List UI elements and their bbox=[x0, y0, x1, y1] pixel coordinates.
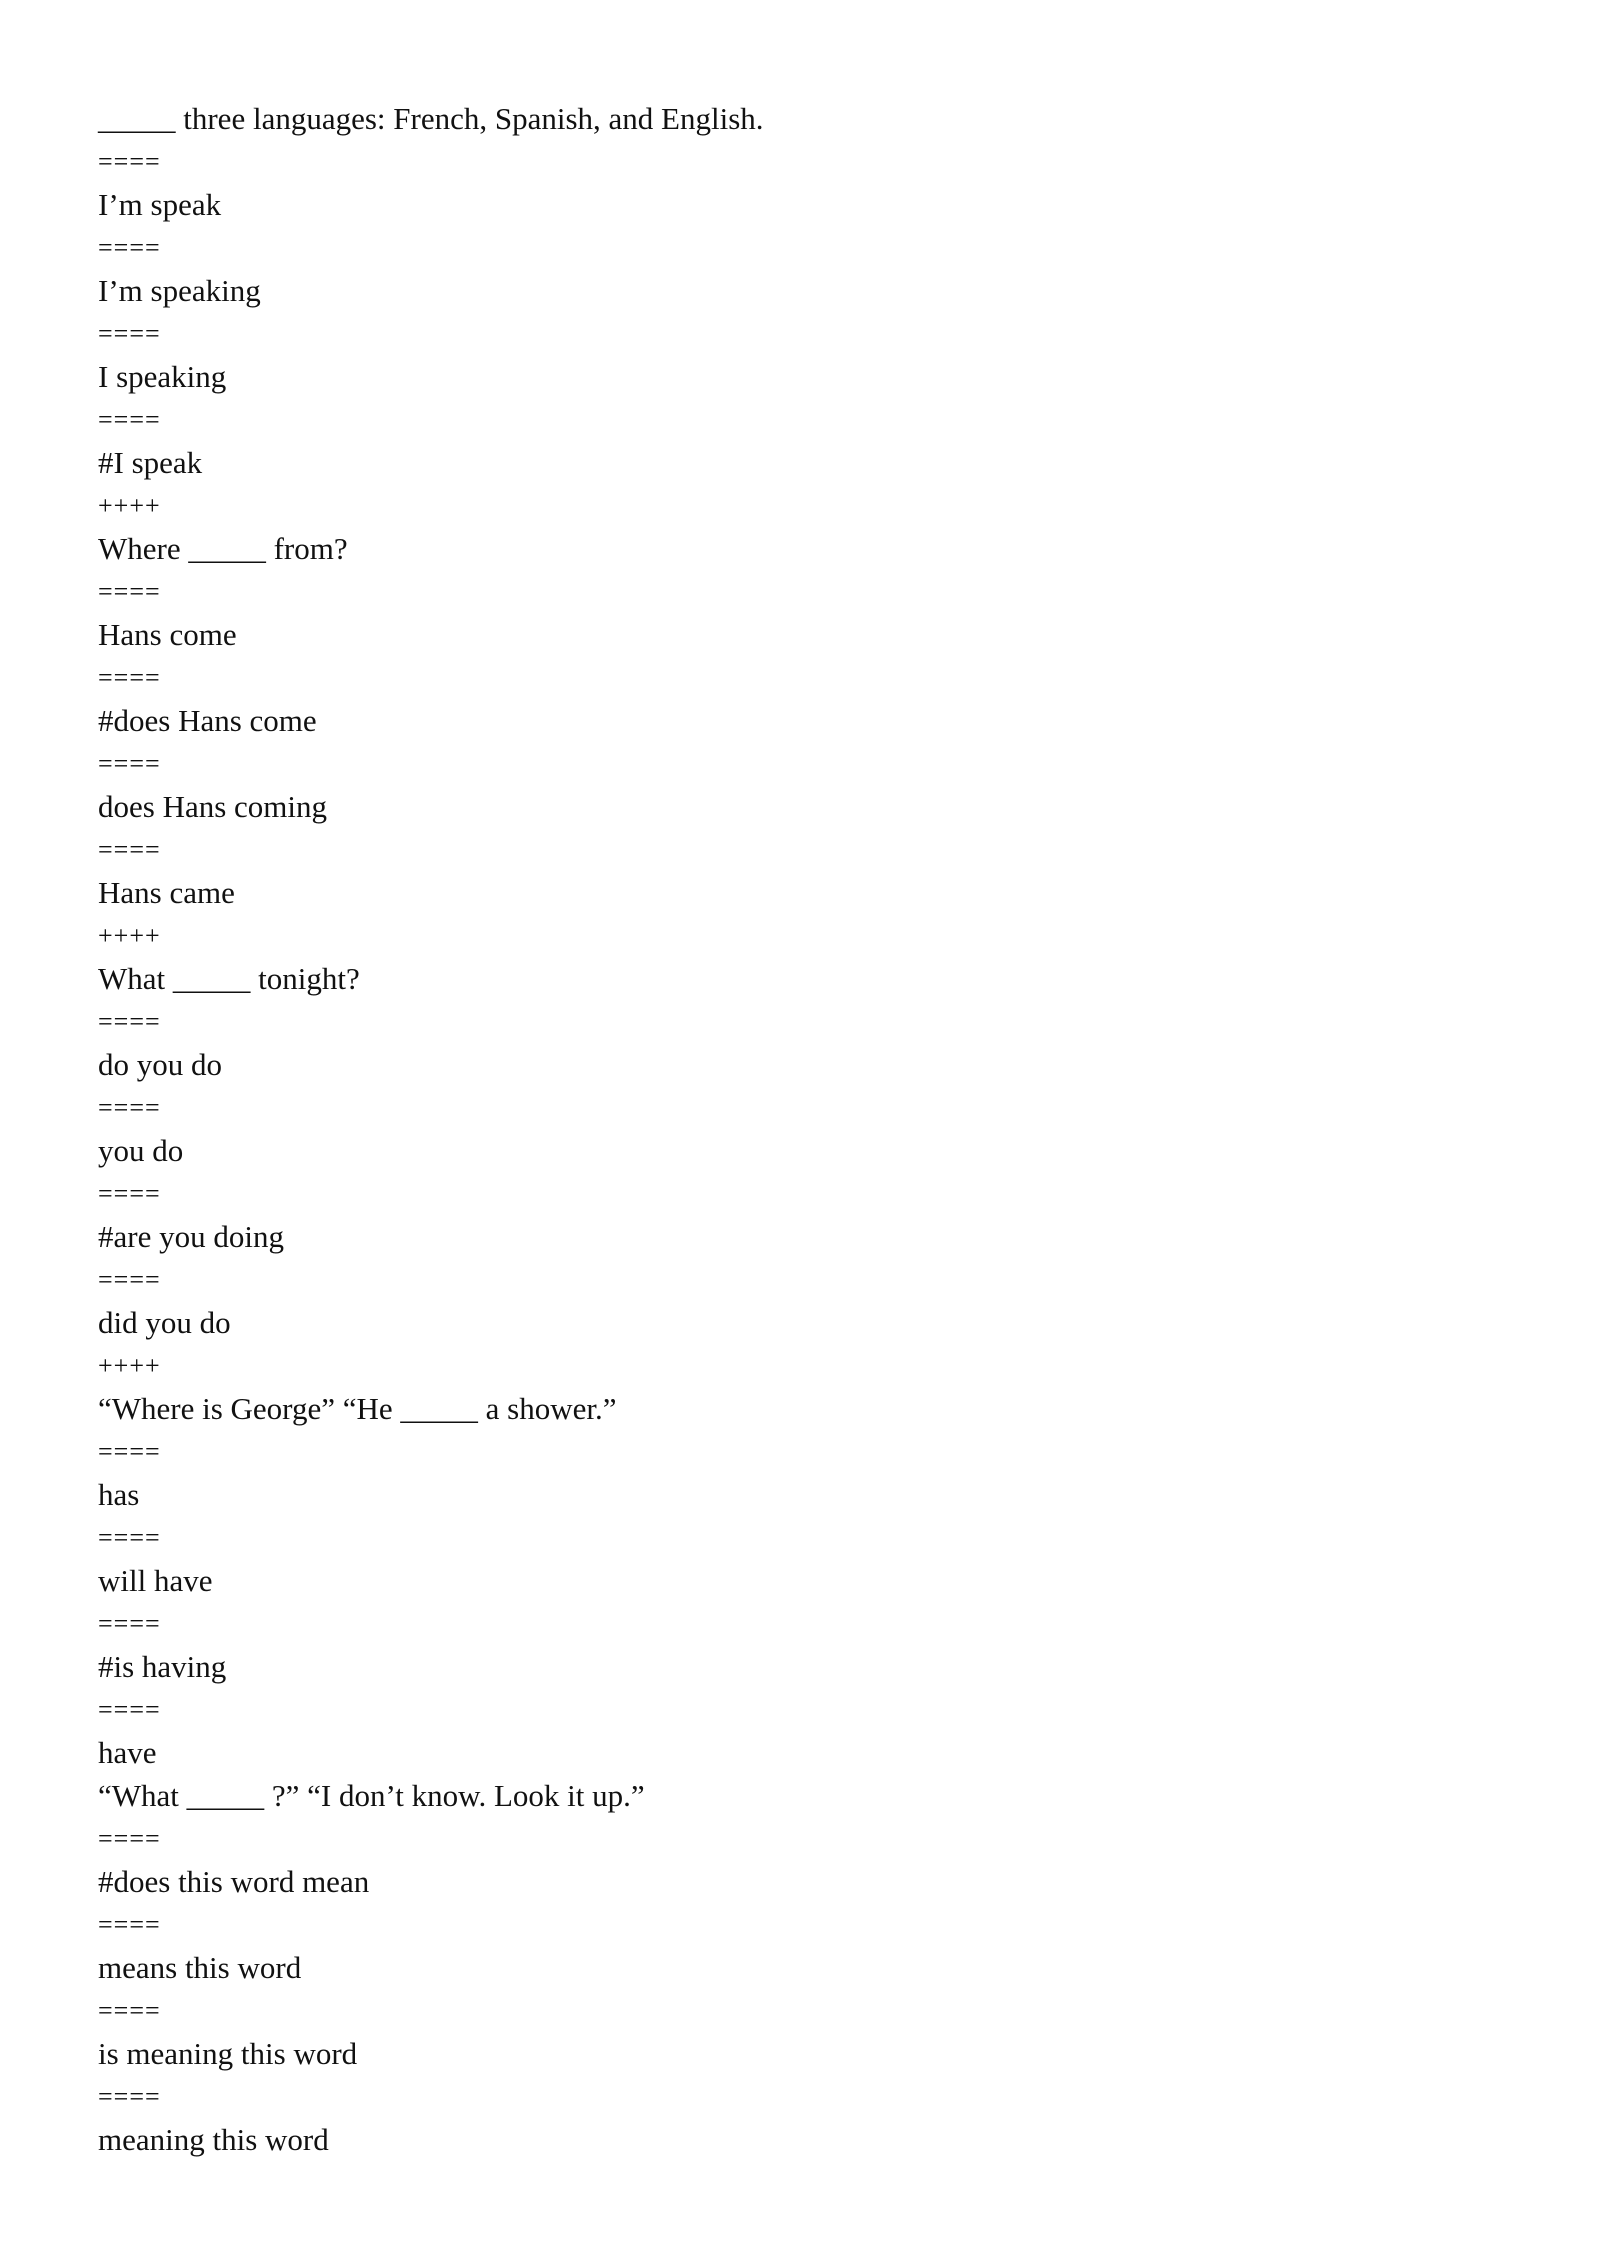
option-separator: ==== bbox=[98, 1093, 161, 1122]
option-separator: ==== bbox=[98, 319, 161, 348]
option-separator: ==== bbox=[98, 1179, 161, 1208]
correct-answer-option: #does this word mean bbox=[98, 1864, 370, 1899]
option-separator: ==== bbox=[98, 1523, 161, 1552]
option-separator: ==== bbox=[98, 749, 161, 778]
answer-option: meaning this word bbox=[98, 2122, 329, 2157]
question-text: Where _____ from? bbox=[98, 531, 348, 566]
answer-option: did you do bbox=[98, 1305, 231, 1340]
option-separator: ==== bbox=[98, 1824, 161, 1853]
answer-option: do you do bbox=[98, 1047, 222, 1082]
option-separator: ==== bbox=[98, 1695, 161, 1724]
question-text: “What _____ ?” “I don’t know. Look it up.” bbox=[98, 1778, 645, 1813]
option-separator: ==== bbox=[98, 1265, 161, 1294]
question-text: What _____ tonight? bbox=[98, 961, 360, 996]
option-separator: ==== bbox=[98, 147, 161, 176]
answer-option: Hans came bbox=[98, 875, 235, 910]
correct-answer-option: #is having bbox=[98, 1649, 227, 1684]
answer-option: I’m speak bbox=[98, 187, 222, 222]
answer-option: I’m speaking bbox=[98, 273, 261, 308]
answer-option: is meaning this word bbox=[98, 2036, 358, 2071]
question-separator: ++++ bbox=[98, 921, 161, 950]
answer-option: has bbox=[98, 1477, 140, 1512]
option-separator: ==== bbox=[98, 2082, 161, 2111]
option-separator: ==== bbox=[98, 663, 161, 692]
option-separator: ==== bbox=[98, 1007, 161, 1036]
document-page bbox=[98, 97, 1498, 2161]
option-separator: ==== bbox=[98, 1609, 161, 1638]
option-separator: ==== bbox=[98, 577, 161, 606]
option-separator: ==== bbox=[98, 835, 161, 864]
answer-option: you do bbox=[98, 1133, 184, 1168]
option-separator: ==== bbox=[98, 405, 161, 434]
answer-option: Hans come bbox=[98, 617, 237, 652]
option-separator: ==== bbox=[98, 1996, 161, 2025]
correct-answer-option: #does Hans come bbox=[98, 703, 317, 738]
option-separator: ==== bbox=[98, 1437, 161, 1466]
correct-answer-option: #are you doing bbox=[98, 1219, 284, 1254]
question-separator: ++++ bbox=[98, 491, 161, 520]
correct-answer-option: #I speak bbox=[98, 445, 203, 480]
option-separator: ==== bbox=[98, 233, 161, 262]
answer-option: have bbox=[98, 1735, 157, 1770]
answer-option: will have bbox=[98, 1563, 213, 1598]
question-separator: ++++ bbox=[98, 1351, 161, 1380]
answer-option: does Hans coming bbox=[98, 789, 328, 824]
question-text: “Where is George” “He _____ a shower.” bbox=[98, 1391, 617, 1426]
answer-option: I speaking bbox=[98, 359, 227, 394]
option-separator: ==== bbox=[98, 1910, 161, 1939]
answer-option: means this word bbox=[98, 1950, 302, 1985]
question-text: _____ three languages: French, Spanish, and English. bbox=[98, 101, 764, 136]
